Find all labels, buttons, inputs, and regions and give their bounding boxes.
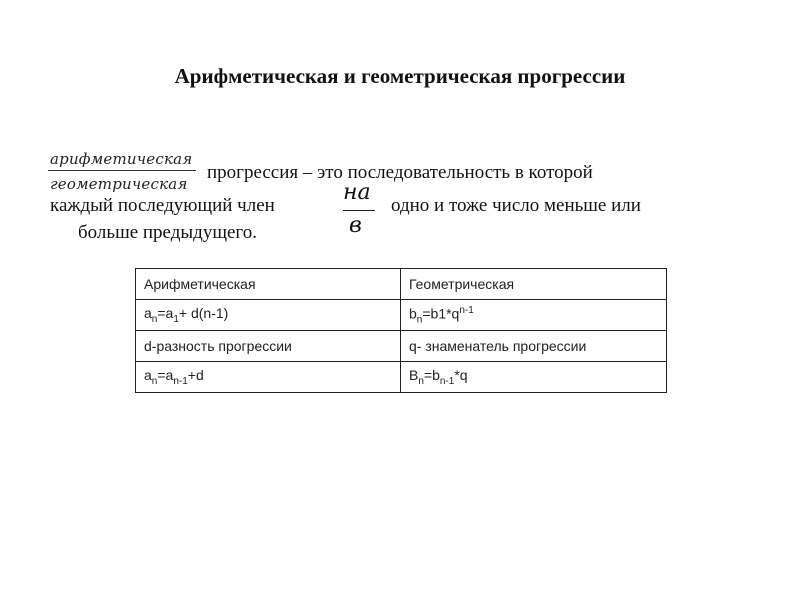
table-row [136,362,667,393]
handwritten-divider [48,170,196,171]
handwritten-geometric: геометрическая [50,175,188,193]
arithmetic-recursive-formula: $a_n=a_{n-1}+d$ [136,362,401,393]
slide-title: Арифметическая и геометрическая прогрессии [174,64,626,88]
arithmetic-nth-term-formula: $a_n=a_1+ d(n-1)$ [136,300,401,331]
table-row [136,331,667,362]
progression-table [135,268,667,393]
fraction-top: на [343,180,371,205]
definition-line-1: прогрессия – это последовательность в которой [207,162,593,183]
header-geometric: Геометрическая [401,269,667,300]
geometric-ratio-note: q- знаменатель прогрессии [401,331,667,362]
arithmetic-difference-note: d-разность прогрессии [136,331,401,362]
definition-line-2-start: каждый последующий член [50,195,275,216]
header-arithmetic: Арифметическая [136,269,401,300]
geometric-recursive-formula: $B_n=b_{n-1}*q$ [401,362,667,393]
table-header-row [136,269,667,300]
fraction-bottom: в [349,213,362,238]
definition-line-3: больше предыдущего. [78,222,257,243]
geometric-nth-term-formula: $b_n=b1*q^{n-1}$ [401,300,667,331]
fraction-line [343,210,375,211]
table-row [136,300,667,331]
definition-line-2-end: одно и тоже число меньше или [391,195,641,216]
handwritten-arithmetic: арифметическая [50,150,193,168]
